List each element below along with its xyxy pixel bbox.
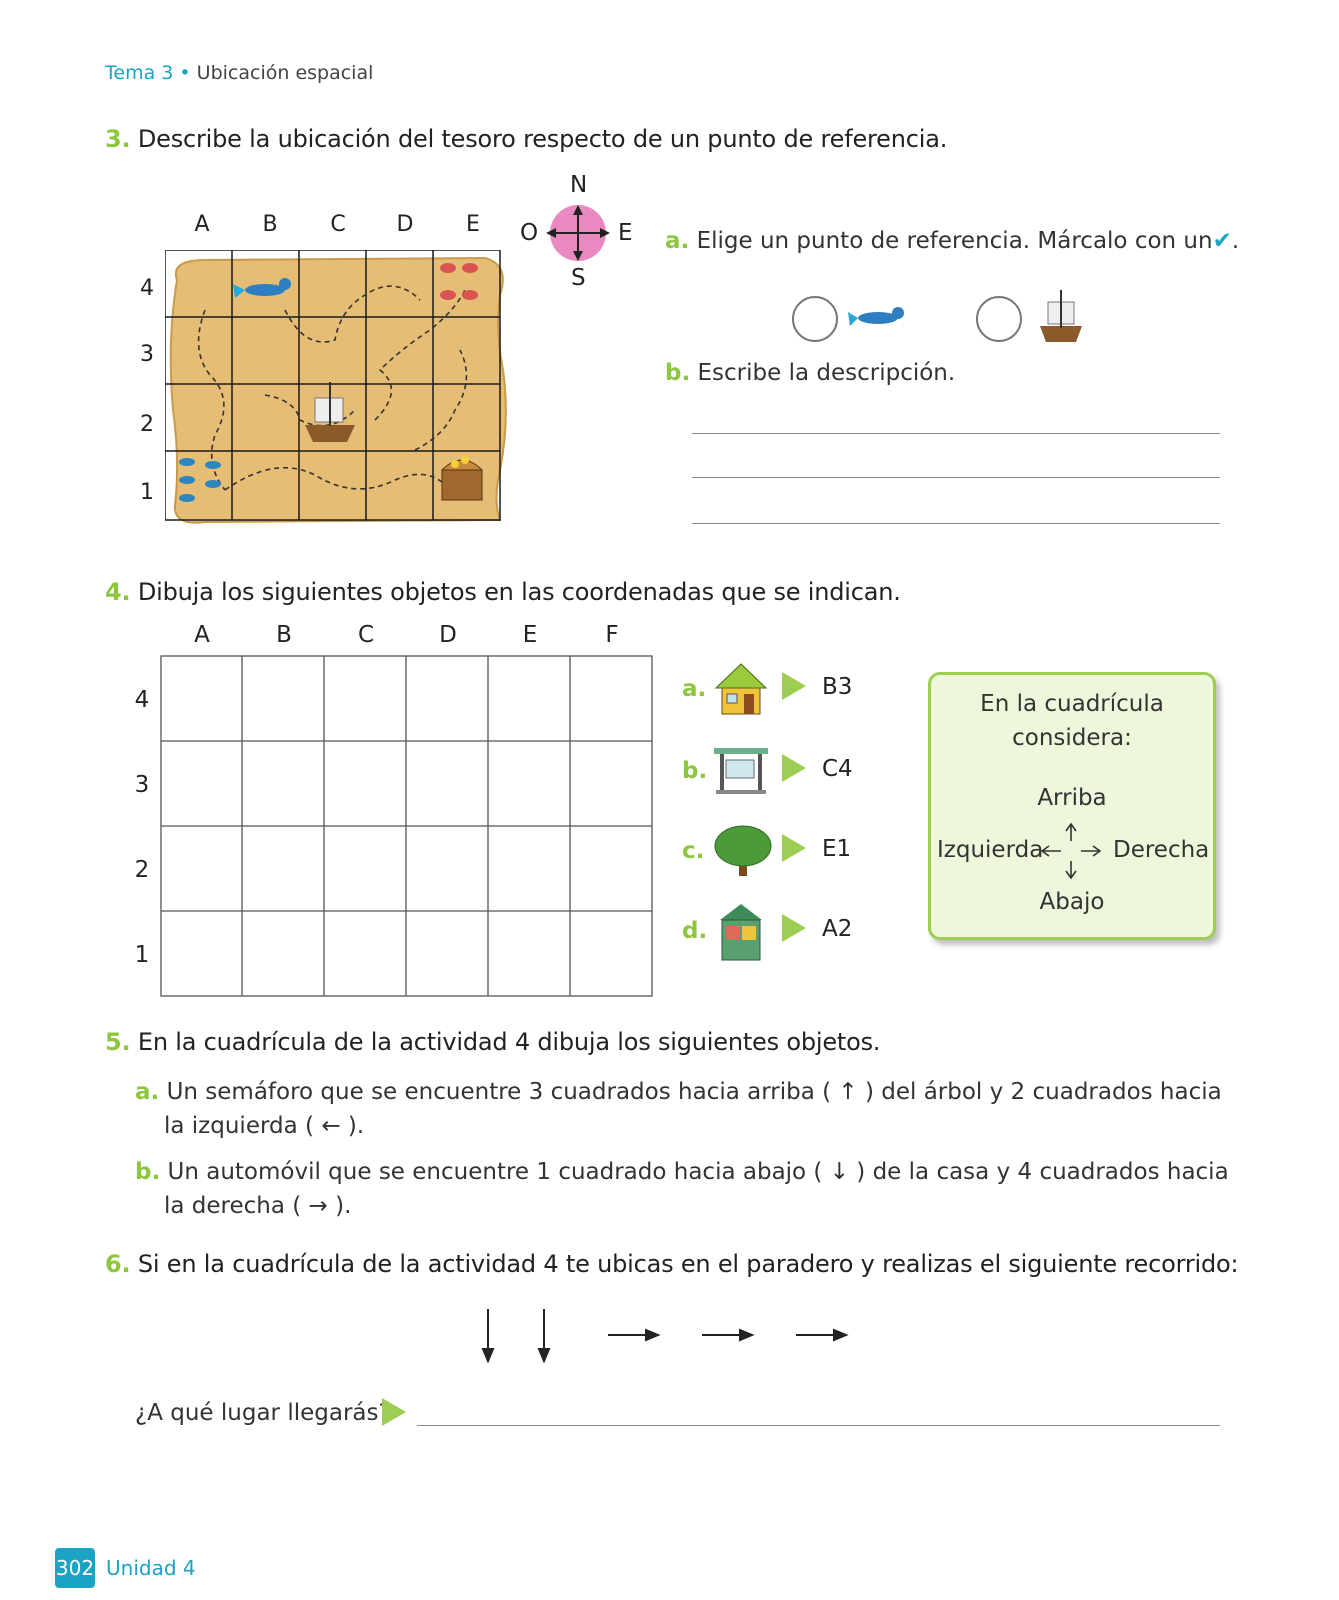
map-row-label: 1 [140, 480, 154, 505]
q4-item-a [682, 660, 882, 720]
question-3-title [105, 125, 947, 153]
route-arrows [470, 1305, 850, 1365]
grid-col-label: A [194, 622, 210, 648]
question-6-text: Si en la cuadrícula de la actividad 4 te ubicas en el paradero y realizas el siguiente recorrido: [137, 1250, 1239, 1278]
play-arrow-icon [782, 754, 806, 782]
direction-info-box [928, 672, 1216, 940]
q5-part-a [135, 1075, 1222, 1143]
q4-item-c [682, 822, 882, 882]
header-bullet: • [179, 62, 191, 84]
unit-label: Unidad 4 [106, 1556, 196, 1580]
compass-east-label: E [618, 220, 633, 246]
map-col-label: D [396, 212, 414, 237]
page-header [105, 62, 373, 84]
arrow-right-icon [796, 1330, 846, 1340]
arrow-right-icon [608, 1330, 658, 1340]
page-number: 302 [55, 1556, 95, 1580]
answer-line[interactable] [692, 433, 1220, 434]
direction-cross-icon [1041, 821, 1101, 883]
tree-icon [712, 822, 774, 878]
info-up: Arriba [1037, 785, 1107, 811]
grid-col-label: D [439, 622, 457, 648]
grid-col-label: C [357, 622, 375, 648]
answer-line[interactable] [417, 1425, 1220, 1426]
q5-a-letter: a. [135, 1079, 160, 1105]
grid-row-label: 4 [134, 687, 150, 713]
info-left: Izquierda [937, 837, 1044, 863]
q5-b-line1: Un automóvil que se encuentre 1 cuadrado hacia abajo ( ↓ ) de la casa y 4 cuadrados hacia [167, 1159, 1229, 1185]
info-down: Abajo [1039, 889, 1105, 915]
grid-col-label: E [522, 622, 538, 648]
q4-item-b [682, 742, 882, 802]
q3-part-b [665, 360, 955, 386]
q4-item-coord: E1 [822, 836, 852, 862]
q4-item-letter: d. [682, 918, 708, 944]
q6-question: ¿A qué lugar llegarás? [135, 1400, 391, 1426]
arrow-down-icon [483, 1309, 493, 1361]
play-arrow-icon [782, 672, 806, 700]
bus-stop-icon [712, 746, 770, 798]
info-line-2: considera: [1012, 725, 1132, 751]
question-3-text: Describe la ubicación del tesoro respecto de un punto de referencia. [137, 125, 948, 153]
map-col-label: A [194, 212, 210, 237]
map-col-label: B [262, 212, 278, 237]
compass-icon [540, 203, 616, 263]
option-circle-ship[interactable] [976, 296, 1022, 342]
map-grid-svg [165, 250, 515, 535]
play-arrow-icon [382, 1398, 406, 1426]
q5-a-line2: la izquierda ( ← ). [164, 1113, 365, 1139]
question-4-title [105, 578, 901, 606]
q3-part-a [665, 228, 1239, 254]
q4-item-d [682, 902, 882, 966]
compass-west-label: O [520, 220, 539, 246]
diver-icon [848, 300, 908, 334]
grid-col-label: B [276, 622, 292, 648]
q5-b-line2: la derecha ( → ). [164, 1193, 352, 1219]
info-right: Derecha [1113, 837, 1210, 863]
question-5-number: 5. [105, 1028, 131, 1056]
map-row-label: 2 [140, 412, 154, 437]
question-5-text: En la cuadrícula de la actividad 4 dibuja los siguientes objetos. [137, 1028, 881, 1056]
q4-item-coord: C4 [822, 756, 853, 782]
question-4-text: Dibuja los siguientes objetos en las coordenadas que se indican. [137, 578, 901, 606]
map-row-label: 3 [140, 342, 154, 367]
answer-line[interactable] [692, 477, 1220, 478]
q3-b-letter: b. [665, 360, 691, 386]
house-icon [712, 660, 770, 718]
q3-b-text: Escribe la descripción. [697, 360, 956, 386]
q4-item-coord: A2 [822, 916, 853, 942]
checkmark-icon: ✔ [1212, 228, 1232, 254]
q3-a-text: Elige un punto de referencia. Márcalo con un [696, 228, 1213, 254]
compass-rose [520, 170, 635, 295]
grid-col-label: F [605, 622, 619, 648]
q3-a-end: . [1231, 228, 1240, 254]
q5-a-line1: Un semáforo que se encuentre 3 cuadrados hacia arriba ( ↑ ) del árbol y 2 cuadrados hacia [166, 1079, 1222, 1105]
q5-part-b [135, 1155, 1229, 1223]
map-col-label: C [330, 212, 346, 237]
play-arrow-icon [782, 834, 806, 862]
ship-icon [1036, 288, 1086, 348]
header-subtitle: Ubicación espacial [196, 62, 374, 84]
treasure-map [135, 200, 515, 535]
coordinate-grid[interactable] [160, 655, 655, 1000]
answer-line[interactable] [692, 523, 1220, 524]
arrow-down-icon [539, 1309, 549, 1361]
q4-item-coord: B3 [822, 674, 853, 700]
question-4-number: 4. [105, 578, 131, 606]
q5-b-letter: b. [135, 1159, 161, 1185]
question-6-number: 6. [105, 1250, 131, 1278]
q4-item-letter: a. [682, 676, 707, 702]
question-3-number: 3. [105, 125, 131, 153]
grid-row-label: 3 [134, 772, 150, 798]
q4-item-letter: c. [682, 838, 705, 864]
compass-south-label: S [571, 265, 586, 291]
grid-row-label: 2 [134, 857, 150, 883]
q3-a-letter: a. [665, 228, 690, 254]
play-arrow-icon [782, 914, 806, 942]
info-line-1: En la cuadrícula [980, 691, 1164, 717]
question-5-title [105, 1028, 880, 1056]
q4-item-letter: b. [682, 758, 708, 784]
tema-label: Tema 3 [105, 62, 174, 84]
map-row-label: 4 [140, 276, 154, 301]
grid-row-label: 1 [134, 942, 150, 968]
arrow-right-icon [702, 1330, 752, 1340]
map-col-label: E [466, 212, 480, 237]
option-circle-diver[interactable] [792, 296, 838, 342]
compass-north-label: N [570, 172, 588, 198]
question-6-title [105, 1250, 1238, 1278]
page-number-badge [55, 1548, 95, 1588]
kiosk-icon [716, 902, 766, 964]
